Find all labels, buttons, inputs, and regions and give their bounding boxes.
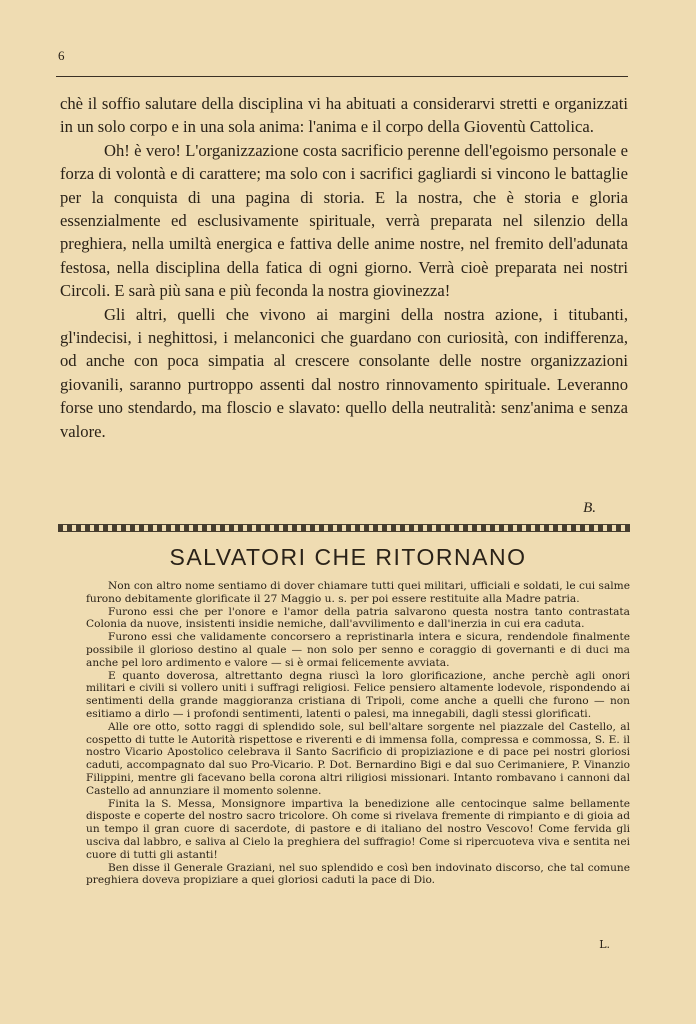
report-signature: L. <box>599 938 610 951</box>
header-rule <box>56 76 628 77</box>
report-paragraph: Non con altro nome sentiamo di dover chiamare tutti quei militari, ufficiali e soldati, le cui salme furono debitamente glorificate il 27 Maggio u. s. per poi essere restituite alla Madre patria. <box>86 580 630 605</box>
report-paragraph: Finita la S. Messa, Monsignore impartiva la benedizione alle centocinque salme bellamente disposte e coperte del nostro sacro tricolore. Oh come si rivelava fremente di rimpianto e di gioia ad un tempo il gran cuore di sacerdote, di pastore e di italiano del nostro Vescovo! Come fervida gli usciva dal labbro, e saliva al Cielo la preghiera del suffragio! Come si ripercuoteva viva e sentita nei cuore di tutti gli astanti! <box>86 797 630 861</box>
report-paragraph: Alle ore otto, sotto raggi di splendido sole, sul bell'altare sorgente nel piazzale del Castello, al cospetto di tutte le Autorità rispettose e riverenti e di immensa folla, compressa e commossa, S. E. il nostro Vicario Apostolico celebrava il Santo Sacrificio di propiziazione e di pace pei nostri gloriosi caduti, accompagnato dal suo Pro-Vicario. P. Dot. Bernardino Bigi e dal suo Cerimaniere, P. Vinanzio Filippini, mentre gli facevano bella corona altri riligiosi missionari. Intanto rombavano i cannoni dal Castello ad annunziare il momento solenne. <box>86 720 630 797</box>
report-paragraph: Furono essi che per l'onore e l'amor della patria salvarono questa nostra tanto contrastata Colonia da nuove, insistenti insidie nemiche, dall'avvilimento e dall'inerzia in cui era caduta. <box>86 605 630 631</box>
report-body <box>86 580 630 887</box>
section-divider <box>58 524 630 532</box>
article-paragraph: Gli altri, quelli che vivono ai margini della nostra azione, i titubanti, gl'indecisi, i neghittosi, i melanconici che guardano con curiosità, con indifferenza, od anche con poca simpatia al crescere consolante delle nostre organizzazioni giovanili, saranno purtroppo assenti dal nostro rinnovamento spirituale. Leveranno forse uno stendardo, ma floscio e slavato: quello della neutralità: senz'anima e senza valore. <box>60 304 628 441</box>
section-title: SALVATORI CHE RITORNANO <box>169 544 527 570</box>
report-paragraph: E quanto doverosa, altrettanto degna riuscì la loro glorificazione, anche perchè agli onori militari e civili si vollero uniti i suffragi religiosi. Felice pensiero altamente lodevole, rispondendo ai sentimenti della grande maggioranza cristiana di Tripoli, come anche a quelli che furono — non esitiamo a dirlo — i profondi sentimenti, latenti o palesi, ma innegabili, dagli stessi glorificati. <box>86 669 630 720</box>
article-body <box>60 92 628 443</box>
report-paragraph: Ben disse il Generale Graziani, nel suo splendido e così ben indovinato discorso, che tal comune preghiera doveva propiziare a quei gloriosi caduti la pace di Dio. <box>86 861 630 887</box>
article-paragraph: chè il soffio salutare della disciplina vi ha abituati a considerarvi stretti e organizzati in un solo corpo e in una sola anima: l'anima e il corpo della Gioventù Cattolica. <box>60 94 628 137</box>
article-signature: B. <box>583 500 596 516</box>
report-paragraph: Furono essi che validamente concorsero a repristinarla intera e sicura, rendendole finalmente possibile il glorioso destino al quale — non solo per senno e coraggio di governanti e di duci ma anche pel loro ardimento e valore — si è ormai felicemente avviata. <box>86 631 630 669</box>
article-paragraph: Oh! è vero! L'organizzazione costa sacrificio perenne dell'egoismo personale e forza di volontà e di carattere; ma solo con i sacrifici gagliardi si vincono le battaglie per la conquista di una pagina di storia. E la nostra, che è storia e gloria essenzialmente ed esclusivamente spirituale, verrà preparata nel silenzio della preghiera, nella umiltà energica e fattiva delle anime nostre, nel fremito dell'adunata festosa, nella disciplina della fatica di ogni giorno. Verrà cioè preparata nei nostri Circoli. E sarà più sana e più feconda la nostra giovinezza! <box>60 140 628 301</box>
page-number: 6 <box>58 48 65 63</box>
